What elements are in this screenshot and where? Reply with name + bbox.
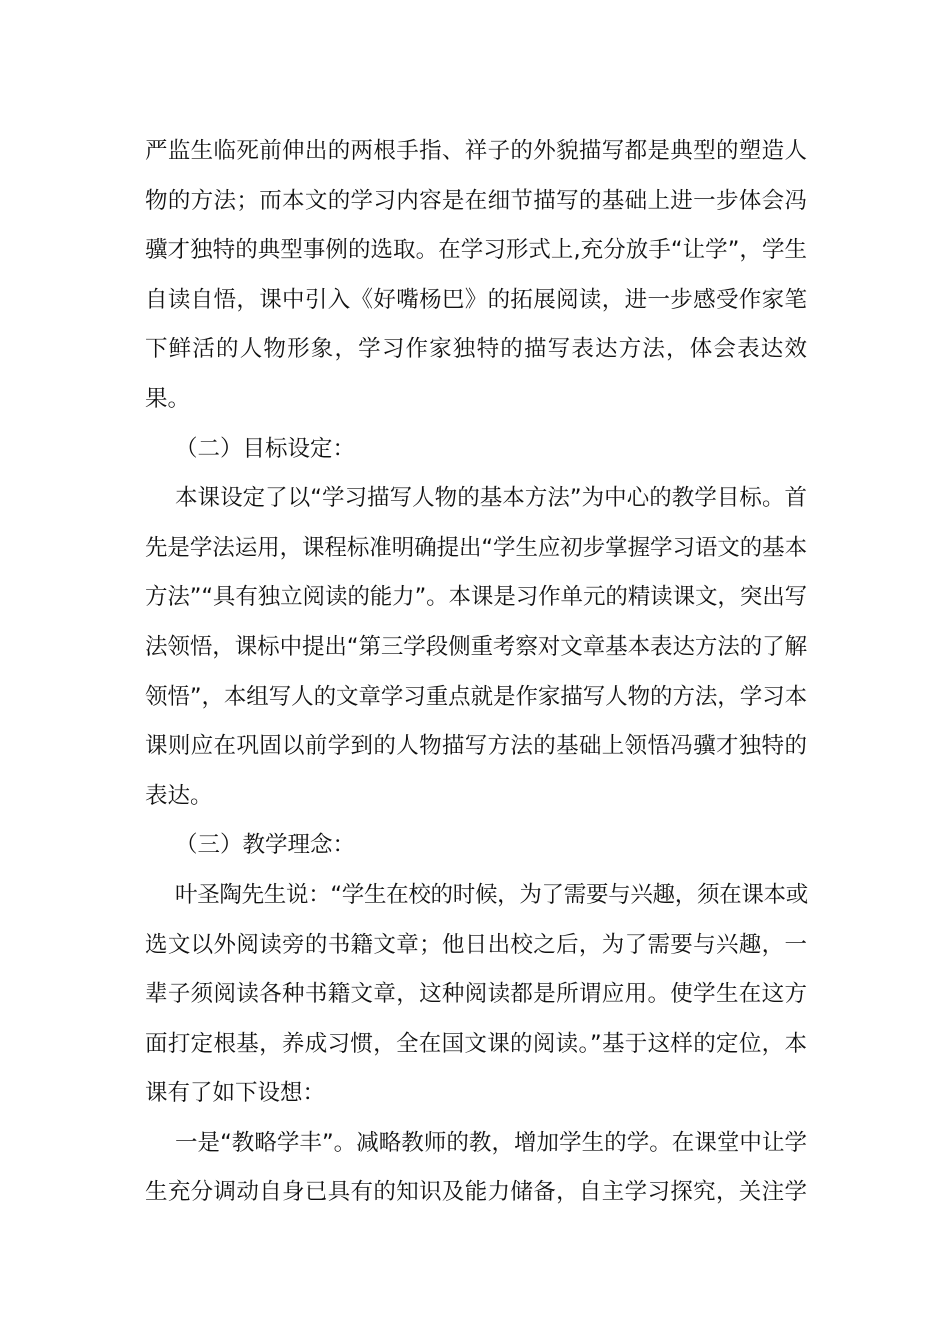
text-line: 叶圣陶先生说：“学生在校的时候，为了需要与兴趣，须在课本或 — [175, 881, 808, 908]
text-line: 生充分调动自身已具有的知识及能力储备，自主学习探究，关注学 — [145, 1179, 807, 1206]
text-line: 法领悟，课标中提出“第三学段侧重考察对文章基本表达方法的了解 — [145, 633, 807, 660]
text-line: 选文以外阅读旁的书籍文章；他日出校之后，为了需要与兴趣，一 — [145, 931, 807, 958]
text-line: 方法”“具有独立阅读的能力”。本课是习作单元的精读课文，突出写 — [145, 584, 807, 611]
text-line: 严监生临死前伸出的两根手指、祥子的外貌描写都是典型的塑造人 — [145, 138, 807, 164]
text-line: 先是学法运用，课程标准明确提出“学生应初步掌握学习语文的基本 — [145, 534, 807, 561]
text-line: 物的方法；而本文的学习内容是在细节描写的基础上进一步体会冯 — [145, 187, 807, 214]
text-line: 辈子须阅读各种书籍文章，这种阅读都是所谓应用。使学生在这方 — [145, 981, 807, 1008]
text-line: 骥才独特的典型事例的选取。在学习形式上,充分放手“让学”，学生 — [145, 237, 807, 264]
text-line: 课有了如下设想： — [145, 1080, 326, 1107]
text-line: 课则应在巩固以前学到的人物描写方法的基础上领悟冯骥才独特的 — [145, 733, 807, 760]
text-line: 一是“教略学丰”。减略教师的教，增加学生的学。在课堂中让学 — [175, 1129, 807, 1156]
text-line: 表达。 — [145, 782, 213, 809]
text-line: 果。 — [145, 385, 191, 412]
text-line: 自读自悟，课中引入《好嘴杨巴》的拓展阅读，进一步感受作家笔 — [145, 286, 807, 313]
section-heading: （三）教学理念： — [175, 832, 356, 859]
text-line: 面打定根基，养成习惯，全在国文课的阅读。”基于这样的定位，本 — [145, 1030, 807, 1057]
body-text — [145, 127, 807, 1218]
section-heading: （二）目标设定： — [175, 435, 356, 462]
text-line: 下鲜活的人物形象，学习作家独特的描写表达方法，体会表达效 — [145, 336, 807, 363]
text-line: 本课设定了以“学习描写人物的基本方法”为中心的教学目标。首 — [175, 485, 807, 512]
text-line: 领悟”，本组写人的文章学习重点就是作家描写人物的方法，学习本 — [145, 683, 807, 710]
